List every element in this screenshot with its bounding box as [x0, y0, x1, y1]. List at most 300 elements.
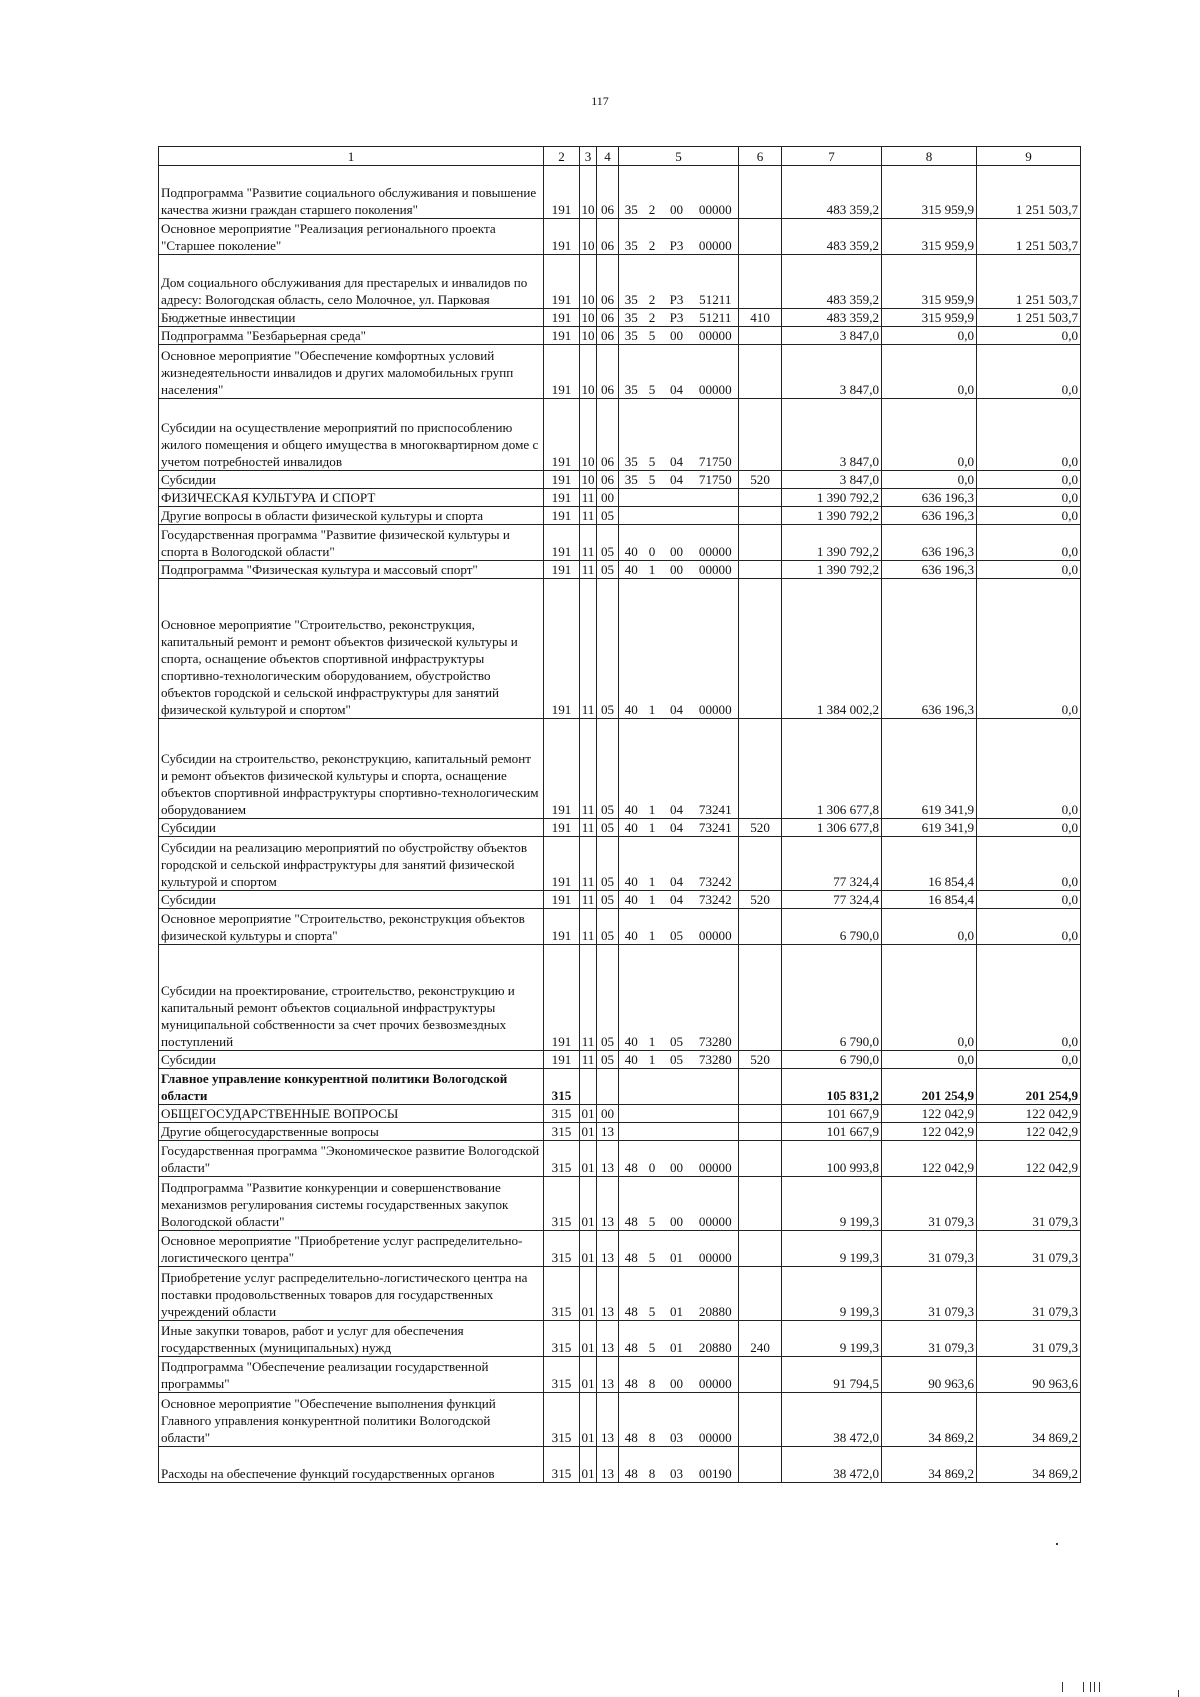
header-cell: 3: [580, 147, 597, 166]
table-row: [159, 166, 1081, 219]
row-target-subprogram: 2: [644, 309, 661, 327]
row-grbs: 315: [544, 1231, 580, 1267]
row-target-program: 35: [619, 309, 644, 327]
row-sum-year2: 636 196,3: [882, 489, 977, 507]
row-expense-type: [739, 1447, 782, 1483]
row-target-direction: 00000: [693, 219, 739, 255]
row-grbs: 315: [544, 1123, 580, 1141]
table-row: [159, 489, 1081, 507]
row-sum-year3: 0,0: [977, 909, 1081, 945]
row-name: Основное мероприятие "Обеспечение комфортных условий жизнедеятельности инвалидов и других маломобильных групп населения": [159, 345, 544, 399]
table-row: [159, 525, 1081, 561]
row-name: Основное мероприятие "Приобретение услуг распределительно-логистического центра": [159, 1231, 544, 1267]
row-subsection: 06: [597, 255, 619, 309]
row-sum-year1: 3 847,0: [782, 327, 882, 345]
row-target-program: 40: [619, 819, 644, 837]
row-section: 11: [580, 909, 597, 945]
row-target-subprogram: 8: [644, 1393, 661, 1447]
row-section: 11: [580, 561, 597, 579]
table-row: [159, 1267, 1081, 1321]
scan-speck: [1094, 1682, 1095, 1692]
row-target-program: 48: [619, 1177, 644, 1231]
row-target-event: [661, 507, 693, 525]
row-target-program: 40: [619, 561, 644, 579]
row-target-subprogram: 1: [644, 719, 661, 819]
row-grbs: 191: [544, 719, 580, 819]
header-cell: 7: [782, 147, 882, 166]
row-section: 11: [580, 719, 597, 819]
row-target-direction: 71750: [693, 471, 739, 489]
row-target-program: 40: [619, 837, 644, 891]
row-section: 10: [580, 166, 597, 219]
table-header-row: [159, 147, 1081, 166]
row-target-subprogram: 1: [644, 579, 661, 719]
row-section: 10: [580, 345, 597, 399]
table-row: [159, 945, 1081, 1051]
row-grbs: 315: [544, 1069, 580, 1105]
row-target-event: 00: [661, 327, 693, 345]
row-name: Подпрограмма "Физическая культура и массовый спорт": [159, 561, 544, 579]
row-subsection: 05: [597, 819, 619, 837]
row-target-subprogram: 1: [644, 819, 661, 837]
row-target-subprogram: [644, 1123, 661, 1141]
row-sum-year3: 0,0: [977, 399, 1081, 471]
table-row: [159, 309, 1081, 327]
row-sum-year1: 3 847,0: [782, 345, 882, 399]
row-section: 01: [580, 1267, 597, 1321]
row-sum-year3: 90 963,6: [977, 1357, 1081, 1393]
row-subsection: 06: [597, 345, 619, 399]
row-target-direction: 00000: [693, 345, 739, 399]
row-name: Субсидии: [159, 1051, 544, 1069]
row-subsection: 13: [597, 1267, 619, 1321]
table-row: [159, 719, 1081, 819]
row-name: ФИЗИЧЕСКАЯ КУЛЬТУРА И СПОРТ: [159, 489, 544, 507]
row-target-direction: [693, 1105, 739, 1123]
row-name: Субсидии: [159, 891, 544, 909]
table-row: [159, 561, 1081, 579]
row-sum-year1: 91 794,5: [782, 1357, 882, 1393]
row-target-event: 01: [661, 1267, 693, 1321]
row-target-program: 35: [619, 166, 644, 219]
row-sum-year2: 31 079,3: [882, 1177, 977, 1231]
row-name: Субсидии на реализацию мероприятий по обустройству объектов городской и сельской инфраструктуры для занятий физической культурой и спортом: [159, 837, 544, 891]
row-sum-year3: 122 042,9: [977, 1105, 1081, 1123]
scan-speck: [1083, 1682, 1084, 1692]
row-sum-year3: 0,0: [977, 507, 1081, 525]
row-sum-year3: 0,0: [977, 489, 1081, 507]
row-name: Подпрограмма "Развитие социального обслуживания и повышение качества жизни граждан старшего поколения": [159, 166, 544, 219]
row-grbs: 191: [544, 945, 580, 1051]
row-sum-year2: 0,0: [882, 909, 977, 945]
row-sum-year3: 0,0: [977, 945, 1081, 1051]
row-sum-year1: 483 359,2: [782, 255, 882, 309]
row-sum-year2: 636 196,3: [882, 579, 977, 719]
table-row: [159, 1141, 1081, 1177]
row-target-event: 04: [661, 471, 693, 489]
row-sum-year3: 0,0: [977, 345, 1081, 399]
header-cell: 2: [544, 147, 580, 166]
row-name: Субсидии на осуществление мероприятий по приспособлению жилого помещения и общего имущества в многоквартирном доме с учетом потребностей инвалидов: [159, 399, 544, 471]
row-sum-year2: 122 042,9: [882, 1141, 977, 1177]
row-name: Государственная программа "Экономическое развитие Вологодской области": [159, 1141, 544, 1177]
row-sum-year1: 1 390 792,2: [782, 525, 882, 561]
row-sum-year1: 105 831,2: [782, 1069, 882, 1105]
row-target-direction: 00000: [693, 327, 739, 345]
row-target-direction: 00000: [693, 1177, 739, 1231]
row-target-direction: 00000: [693, 1357, 739, 1393]
row-target-event: 04: [661, 719, 693, 819]
budget-table: [158, 146, 1081, 1483]
table-row: [159, 1231, 1081, 1267]
row-expense-type: [739, 399, 782, 471]
row-sum-year3: 31 079,3: [977, 1267, 1081, 1321]
row-target-direction: [693, 489, 739, 507]
row-target-program: 35: [619, 255, 644, 309]
row-sum-year3: 1 251 503,7: [977, 166, 1081, 219]
table-row: [159, 345, 1081, 399]
row-grbs: 191: [544, 489, 580, 507]
row-expense-type: 520: [739, 891, 782, 909]
row-section: 10: [580, 255, 597, 309]
row-grbs: 191: [544, 525, 580, 561]
row-target-event: 00: [661, 1177, 693, 1231]
row-sum-year3: 34 869,2: [977, 1447, 1081, 1483]
row-grbs: 315: [544, 1141, 580, 1177]
scan-speck: [1056, 1543, 1058, 1545]
row-sum-year1: 9 199,3: [782, 1177, 882, 1231]
row-name: Подпрограмма "Безбарьерная среда": [159, 327, 544, 345]
row-target-direction: 20880: [693, 1321, 739, 1357]
row-name: Расходы на обеспечение функций государственных органов: [159, 1447, 544, 1483]
row-sum-year1: 1 390 792,2: [782, 507, 882, 525]
row-target-event: P3: [661, 219, 693, 255]
row-target-program: [619, 1105, 644, 1123]
row-target-event: 03: [661, 1393, 693, 1447]
table-row: [159, 819, 1081, 837]
row-target-subprogram: 2: [644, 219, 661, 255]
row-target-program: 35: [619, 399, 644, 471]
row-subsection: 13: [597, 1141, 619, 1177]
row-target-event: P3: [661, 255, 693, 309]
row-subsection: 06: [597, 327, 619, 345]
row-grbs: 315: [544, 1447, 580, 1483]
row-subsection: 06: [597, 471, 619, 489]
row-sum-year3: 0,0: [977, 891, 1081, 909]
table-row: [159, 507, 1081, 525]
row-target-event: 00: [661, 525, 693, 561]
row-sum-year2: 16 854,4: [882, 891, 977, 909]
row-sum-year2: 315 959,9: [882, 309, 977, 327]
row-target-direction: 00000: [693, 909, 739, 945]
row-target-event: 04: [661, 819, 693, 837]
row-target-subprogram: [644, 507, 661, 525]
row-expense-type: [739, 489, 782, 507]
row-target-event: 00: [661, 1141, 693, 1177]
row-subsection: 05: [597, 561, 619, 579]
row-sum-year2: 34 869,2: [882, 1393, 977, 1447]
row-target-direction: 00000: [693, 579, 739, 719]
row-target-subprogram: 5: [644, 345, 661, 399]
row-section: 11: [580, 1051, 597, 1069]
row-sum-year1: 100 993,8: [782, 1141, 882, 1177]
row-subsection: 13: [597, 1231, 619, 1267]
row-subsection: 05: [597, 525, 619, 561]
row-expense-type: [739, 1105, 782, 1123]
row-grbs: 191: [544, 507, 580, 525]
row-subsection: 13: [597, 1357, 619, 1393]
row-expense-type: [739, 255, 782, 309]
row-section: 10: [580, 219, 597, 255]
row-target-program: 40: [619, 719, 644, 819]
row-expense-type: [739, 166, 782, 219]
row-section: 01: [580, 1447, 597, 1483]
row-name: Иные закупки товаров, работ и услуг для обеспечения государственных (муниципальных) нужд: [159, 1321, 544, 1357]
row-section: 11: [580, 489, 597, 507]
row-target-program: [619, 1123, 644, 1141]
row-sum-year2: 636 196,3: [882, 507, 977, 525]
row-sum-year3: 31 079,3: [977, 1321, 1081, 1357]
row-target-program: 48: [619, 1357, 644, 1393]
row-subsection: 13: [597, 1123, 619, 1141]
row-target-event: 05: [661, 945, 693, 1051]
row-target-direction: 73280: [693, 1051, 739, 1069]
row-sum-year3: 0,0: [977, 471, 1081, 489]
row-target-subprogram: [644, 1105, 661, 1123]
row-name: Подпрограмма "Обеспечение реализации государственной программы": [159, 1357, 544, 1393]
row-sum-year1: 101 667,9: [782, 1123, 882, 1141]
row-section: 11: [580, 507, 597, 525]
row-target-event: 04: [661, 837, 693, 891]
row-target-subprogram: 5: [644, 327, 661, 345]
row-grbs: 315: [544, 1321, 580, 1357]
row-sum-year1: 3 847,0: [782, 399, 882, 471]
row-name: Основное мероприятие "Строительство, реконструкция, капитальный ремонт и ремонт объектов физической культуры и спорта, оснащение объектов спортивной инфраструктуры спортивно-технологическим оборудованием, обустройство объектов городской и сельской инфраструктуры для занятий физической культурой и спортом": [159, 579, 544, 719]
row-section: 01: [581, 1106, 595, 1121]
row-expense-type: [739, 1069, 782, 1105]
row-target-direction: 00000: [693, 166, 739, 219]
row-target-subprogram: 5: [644, 1267, 661, 1321]
row-target-event: 04: [661, 399, 693, 471]
row-target-subprogram: 5: [644, 1231, 661, 1267]
row-sum-year2: 201 254,9: [882, 1069, 977, 1105]
row-expense-type: [739, 561, 782, 579]
row-sum-year1: 1 306 677,8: [782, 719, 882, 819]
row-sum-year2: 0,0: [882, 327, 977, 345]
row-target-program: 40: [619, 1051, 644, 1069]
row-grbs: 191: [544, 819, 580, 837]
row-sum-year3: 122 042,9: [977, 1141, 1081, 1177]
row-sum-year1: 483 359,2: [782, 309, 882, 327]
row-subsection: [597, 1069, 619, 1105]
row-sum-year2: 315 959,9: [882, 219, 977, 255]
row-target-subprogram: 5: [644, 1177, 661, 1231]
row-sum-year3: 0,0: [977, 327, 1081, 345]
row-grbs: 191: [544, 309, 580, 327]
row-section: 11: [580, 945, 597, 1051]
row-target-program: 48: [619, 1267, 644, 1321]
row-sum-year3: 0,0: [977, 837, 1081, 891]
row-expense-type: 410: [739, 309, 782, 327]
row-subsection: 13: [597, 1177, 619, 1231]
row-target-direction: 71750: [693, 399, 739, 471]
row-target-event: 04: [661, 345, 693, 399]
row-target-direction: 00190: [693, 1447, 739, 1483]
row-expense-type: [739, 1393, 782, 1447]
row-sum-year3: 122 042,9: [977, 1123, 1081, 1141]
row-sum-year2: 31 079,3: [882, 1267, 977, 1321]
row-target-subprogram: 1: [644, 837, 661, 891]
table-row: [159, 1051, 1081, 1069]
row-grbs: 191: [544, 1051, 580, 1069]
row-expense-type: [739, 1357, 782, 1393]
row-section: [580, 1069, 597, 1105]
row-name: Другие общегосударственные вопросы: [159, 1123, 544, 1141]
row-target-event: [661, 1105, 693, 1123]
row-section: 01: [581, 1124, 595, 1139]
row-sum-year2: 16 854,4: [882, 837, 977, 891]
row-expense-type: [739, 525, 782, 561]
row-sum-year2: 90 963,6: [882, 1357, 977, 1393]
row-section: 11: [580, 891, 597, 909]
row-target-event: 05: [661, 909, 693, 945]
row-sum-year3: 31 079,3: [977, 1177, 1081, 1231]
row-expense-type: [739, 909, 782, 945]
row-sum-year1: 77 324,4: [782, 837, 882, 891]
row-sum-year2: 31 079,3: [882, 1321, 977, 1357]
row-target-event: 00: [661, 1357, 693, 1393]
row-subsection: 05: [597, 1051, 619, 1069]
row-target-direction: 73242: [693, 837, 739, 891]
row-sum-year3: 0,0: [977, 1051, 1081, 1069]
row-sum-year3: 1 251 503,7: [977, 219, 1081, 255]
row-name: Приобретение услуг распределительно-логистического центра на поставки продовольственных товаров для государственных учреждений области: [159, 1267, 544, 1321]
row-subsection: 05: [597, 719, 619, 819]
row-grbs: 191: [544, 579, 580, 719]
row-sum-year3: 1 251 503,7: [977, 309, 1081, 327]
row-section: 01: [580, 1357, 597, 1393]
row-target-program: 48: [619, 1141, 644, 1177]
row-expense-type: [739, 1141, 782, 1177]
row-target-program: 40: [619, 891, 644, 909]
row-sum-year2: 122 042,9: [882, 1105, 977, 1123]
row-target-event: P3: [661, 309, 693, 327]
row-subsection: 06: [597, 219, 619, 255]
row-expense-type: [739, 945, 782, 1051]
row-target-subprogram: 1: [644, 945, 661, 1051]
row-subsection: 06: [597, 166, 619, 219]
row-sum-year2: 636 196,3: [882, 525, 977, 561]
row-subsection: 13: [597, 1447, 619, 1483]
row-name: Государственная программа "Развитие физической культуры и спорта в Вологодской области": [159, 525, 544, 561]
table-row: [159, 909, 1081, 945]
row-sum-year2: 636 196,3: [882, 561, 977, 579]
row-sum-year1: 483 359,2: [782, 166, 882, 219]
row-sum-year3: 0,0: [977, 719, 1081, 819]
row-sum-year2: 619 341,9: [882, 819, 977, 837]
row-subsection: 13: [597, 1321, 619, 1357]
header-cell: 6: [739, 147, 782, 166]
row-sum-year1: 1 384 002,2: [782, 579, 882, 719]
row-target-subprogram: 1: [644, 1051, 661, 1069]
scan-speck: [1178, 1690, 1179, 1697]
row-expense-type: [739, 507, 782, 525]
row-target-event: [661, 1123, 693, 1141]
table-row: [159, 1069, 1081, 1105]
row-sum-year2: 0,0: [882, 345, 977, 399]
row-section: 10: [581, 310, 595, 325]
table-row: [159, 255, 1081, 309]
row-target-subprogram: 2: [644, 255, 661, 309]
row-expense-type: 520: [739, 819, 782, 837]
row-expense-type: 520: [739, 1051, 782, 1069]
row-target-program: [619, 507, 644, 525]
table-row: [159, 327, 1081, 345]
row-grbs: 191: [544, 255, 580, 309]
row-name: Субсидии: [159, 471, 544, 489]
row-sum-year3: 0,0: [977, 561, 1081, 579]
row-sum-year1: 38 472,0: [782, 1447, 882, 1483]
row-expense-type: [739, 219, 782, 255]
row-target-direction: 73241: [693, 819, 739, 837]
row-target-subprogram: 1: [644, 561, 661, 579]
row-section: 10: [580, 399, 597, 471]
header-cell: 4: [597, 147, 619, 166]
row-subsection: 06: [597, 399, 619, 471]
row-section: 01: [580, 1321, 597, 1357]
row-sum-year1: 1 390 792,2: [782, 561, 882, 579]
row-sum-year1: 6 790,0: [782, 909, 882, 945]
row-sum-year2: 0,0: [882, 1051, 977, 1069]
row-name: Субсидии: [159, 819, 544, 837]
row-target-program: 40: [619, 579, 644, 719]
row-subsection: 13: [597, 1393, 619, 1447]
row-target-direction: [693, 1123, 739, 1141]
row-target-direction: [693, 1069, 739, 1105]
row-sum-year2: 0,0: [882, 945, 977, 1051]
row-sum-year1: 1 390 792,2: [782, 489, 882, 507]
row-target-program: [619, 489, 644, 507]
table-row: [159, 399, 1081, 471]
row-sum-year1: 101 667,9: [782, 1105, 882, 1123]
row-target-event: 00: [661, 561, 693, 579]
row-target-subprogram: 1: [644, 909, 661, 945]
header-cell: 9: [977, 147, 1081, 166]
row-subsection: 06: [597, 309, 619, 327]
header-cell: 8: [882, 147, 977, 166]
row-target-program: 35: [619, 345, 644, 399]
row-sum-year2: 619 341,9: [882, 719, 977, 819]
row-sum-year1: 6 790,0: [782, 945, 882, 1051]
scan-speck: [1062, 1682, 1063, 1692]
row-subsection: 05: [597, 507, 619, 525]
row-grbs: 315: [544, 1177, 580, 1231]
row-target-subprogram: [644, 1069, 661, 1105]
row-target-subprogram: 5: [644, 1321, 661, 1357]
row-expense-type: [739, 719, 782, 819]
row-grbs: 191: [544, 327, 580, 345]
row-target-direction: 00000: [693, 1393, 739, 1447]
row-target-program: 35: [619, 219, 644, 255]
header-cell: 1: [159, 147, 544, 166]
row-name: Субсидии на проектирование, строительство, реконструкцию и капитальный ремонт объектов социальной инфраструктуры муниципальной собственности за счет прочих безвозмездных поступлений: [159, 945, 544, 1051]
row-target-direction: 51211: [693, 255, 739, 309]
row-target-event: 03: [661, 1447, 693, 1483]
row-grbs: 191: [544, 219, 580, 255]
scan-speck: [1099, 1682, 1100, 1692]
row-sum-year1: 3 847,0: [782, 471, 882, 489]
row-target-subprogram: 5: [644, 471, 661, 489]
